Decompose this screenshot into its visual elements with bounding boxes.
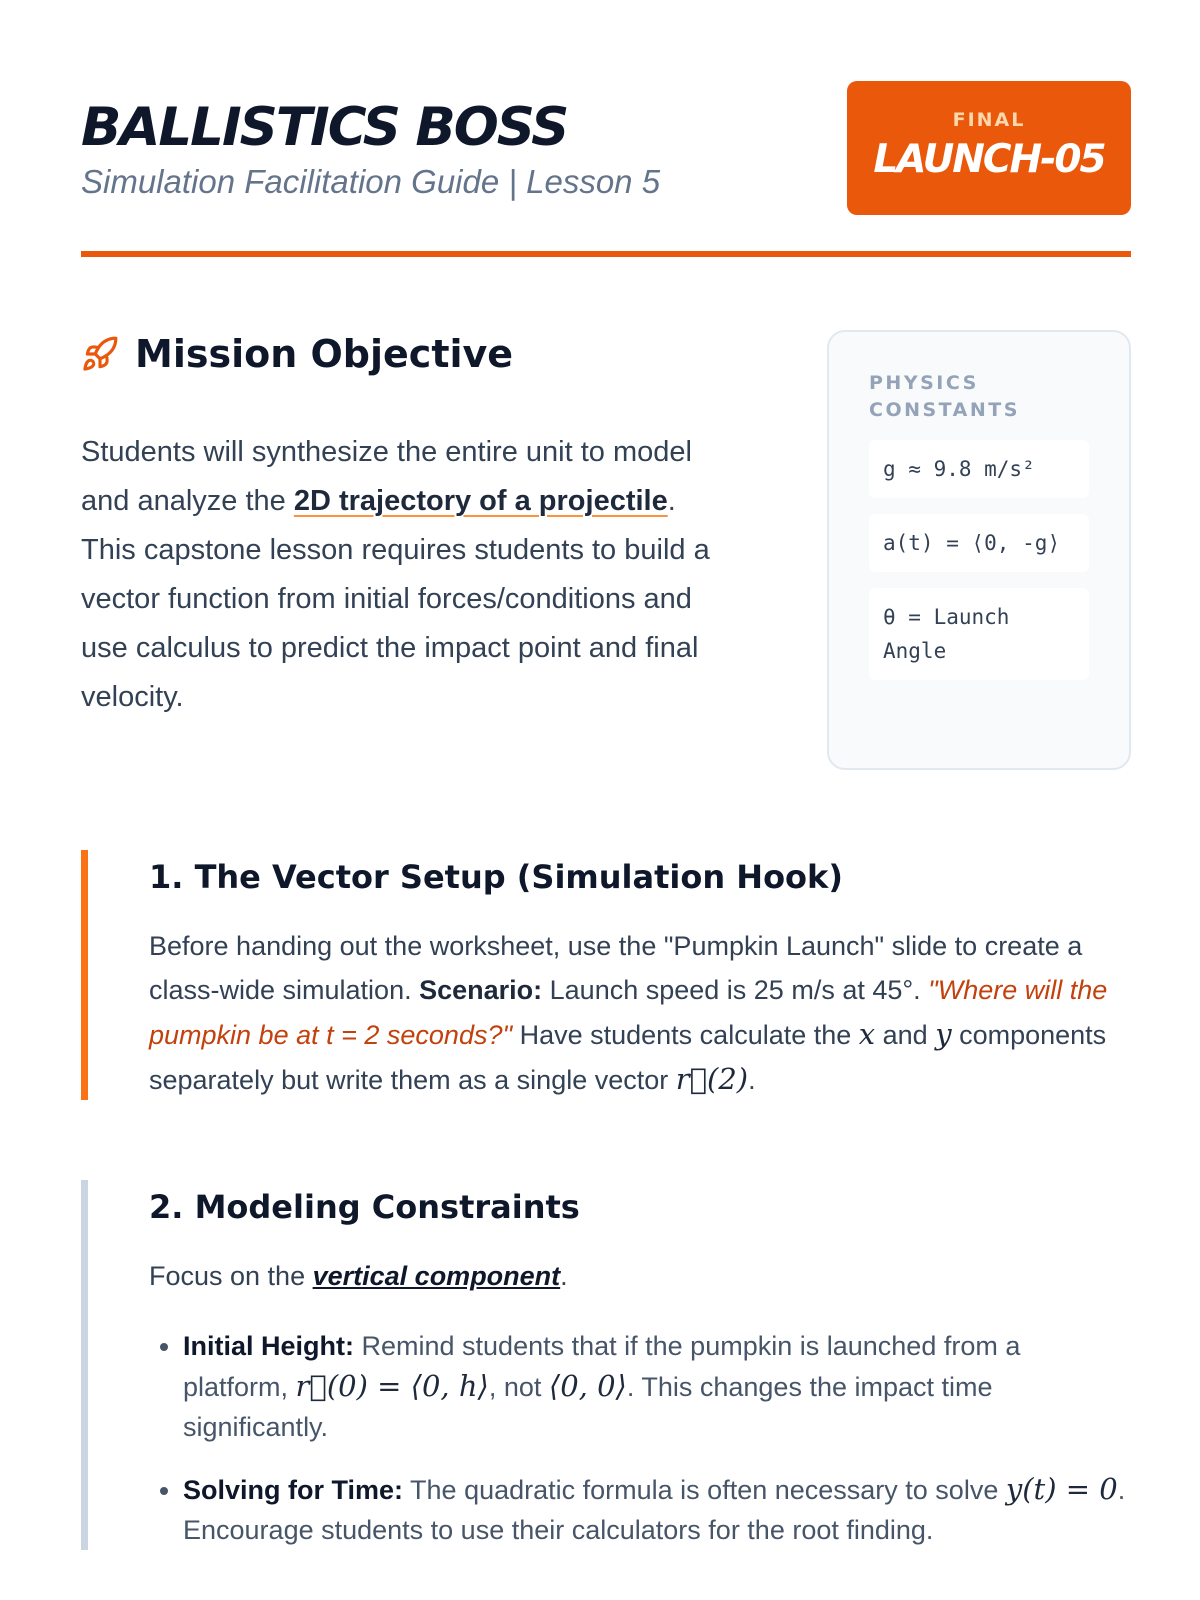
simulation-question: "Where will the pumpkin be at t = 2 seconds?": [149, 975, 1108, 1050]
text-part: Launch speed is 25 m/s at 45°.: [542, 975, 929, 1005]
focus-emphasis: vertical component: [312, 1261, 561, 1291]
section-modeling-constraints: [81, 1180, 1131, 1550]
mission-title: Mission Objective: [135, 332, 514, 376]
text-part: and: [875, 1020, 936, 1050]
mission-highlight: 2D trajectory of a projectile: [293, 485, 668, 517]
text-part: Before handing out the worksheet, use the "Pumpkin Launch" slide to create a class-wide simulation.: [149, 931, 1083, 1005]
math-y: y: [935, 1017, 952, 1051]
page-header: [81, 81, 1131, 257]
mission-text-part: . This capstone lesson requires students to build a vector function from initial forces/conditions and use calculus to predict the impact point and final velocity.: [81, 485, 710, 713]
section-vector-setup: [81, 850, 1131, 1100]
text-part: .: [560, 1261, 568, 1291]
constant-angle: θ = Launch Angle: [869, 588, 1089, 680]
rocket-icon: [81, 335, 119, 373]
text-part: The quadratic formula is often necessary to solve: [403, 1475, 1006, 1505]
math-x: x: [858, 1017, 876, 1051]
text-part: Remind students that if the pumpkin is launched from a platform,: [183, 1331, 1021, 1402]
section-title: 1. The Vector Setup (Simulation Hook): [149, 858, 843, 896]
constraints-list: [149, 1326, 1131, 1550]
text-part: Have students calculate the: [512, 1020, 859, 1050]
mission-objective-section: [81, 330, 731, 722]
section-intro: [149, 1254, 1131, 1298]
list-item: [183, 1326, 1131, 1447]
math-r2: r⃗(2): [675, 1062, 749, 1096]
text-part: components separately but write them as a single vector: [149, 1020, 1107, 1095]
badge-code: LAUNCH-05: [873, 137, 1105, 182]
scenario-label: Scenario:: [419, 975, 543, 1005]
bullet-label: Initial Height:: [183, 1331, 354, 1361]
section-paragraph: [149, 924, 1131, 1102]
mission-description: [81, 428, 731, 722]
math-expression: y(t) = 0: [1005, 1472, 1118, 1506]
physics-constants-card: [827, 330, 1131, 770]
text-part: . Encourage students to use their calculators for the root finding.: [183, 1475, 1126, 1545]
section-title: 2. Modeling Constraints: [149, 1188, 580, 1226]
page-title: BALLISTICS BOSS: [81, 97, 568, 158]
badge-label: FINAL: [952, 109, 1026, 131]
page-subtitle: Simulation Facilitation Guide | Lesson 5: [81, 163, 661, 200]
lesson-badge: [847, 81, 1131, 215]
constants-title: PHYSICS CONSTANTS: [869, 372, 1020, 421]
constant-gravity: g ≈ 9.8 m/s²: [869, 440, 1089, 498]
mission-text-part: Students will synthesize the entire unit to model and analyze the: [81, 436, 692, 517]
mission-heading: [81, 330, 731, 378]
bullet-label: Solving for Time:: [183, 1475, 404, 1505]
math-expression: ⟨0, 0⟩: [548, 1369, 627, 1403]
constant-acceleration: a(t) = ⟨0, -g⟩: [869, 514, 1089, 572]
text-part: .: [748, 1065, 756, 1095]
list-item: [183, 1469, 1131, 1550]
text-part: Focus on the: [149, 1261, 313, 1291]
math-expression: r⃗(0) = ⟨0, h⟩: [295, 1369, 489, 1403]
text-part: . This changes the impact time significantly.: [183, 1372, 993, 1442]
text-part: , not: [488, 1372, 549, 1402]
